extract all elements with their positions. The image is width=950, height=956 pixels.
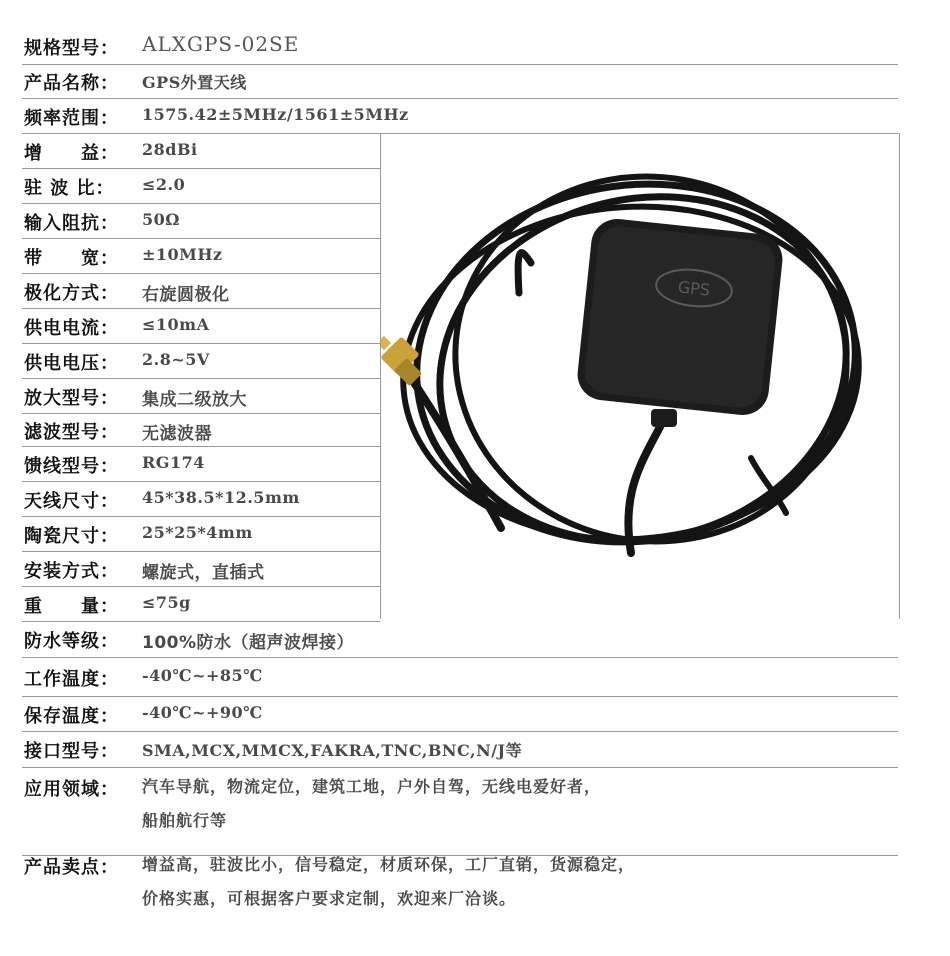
application-line-2: 船舶航行等 [142, 811, 228, 830]
application-label: 应用领域： [24, 779, 119, 800]
spec-label: 驻 波 比： [24, 177, 115, 199]
spec-label: 极化方式： [24, 282, 119, 304]
spec-label: 滤波型号： [24, 421, 119, 443]
spec-label: 防水等级： [24, 631, 119, 652]
spec-value: 2.8~5V [142, 349, 210, 369]
spec-label: 馈线型号： [24, 455, 119, 477]
spec-row [22, 516, 380, 552]
spec-value: 集成二级放大 [142, 389, 247, 410]
selling-points-row [22, 853, 898, 925]
spec-value: ≤10mA [142, 314, 210, 334]
spec-row [22, 481, 380, 517]
spec-value: 螺旋式，直插式 [142, 562, 265, 583]
svg-text:GPS: GPS [676, 277, 711, 300]
spec-value: SMA,MCX,MMCX,FAKRA,TNC,BNC,N/J等 [142, 741, 523, 760]
spec-row [22, 168, 380, 204]
spec-value: 无滤波器 [142, 423, 212, 444]
spec-label: 带 宽： [24, 247, 119, 269]
spec-value: GPS外置天线 [142, 72, 247, 92]
spec-label: 安装方式： [24, 560, 119, 582]
gps-module [575, 216, 785, 427]
spec-row [22, 133, 380, 169]
spec-label: 天线尺寸： [24, 490, 119, 512]
spec-value: 1575.42±5MHz/1561±5MHz [142, 104, 409, 124]
product-photo [380, 133, 900, 619]
spec-row [22, 238, 380, 274]
selling-points-label: 产品卖点： [24, 857, 119, 878]
spec-value: ≤2.0 [142, 174, 186, 194]
application-line-1: 汽车导航，物流定位，建筑工地，户外自驾，无线电爱好者， [142, 777, 602, 796]
spec-label: 工作温度： [24, 668, 119, 690]
spec-label: 放大型号： [24, 387, 119, 409]
spec-row [22, 63, 898, 99]
spec-label: 保存温度： [24, 705, 119, 727]
spec-row [22, 28, 898, 65]
spec-label: 供电电流： [24, 317, 119, 339]
spec-label: 重 量： [24, 595, 119, 617]
spec-label: 频率范围： [24, 107, 119, 129]
spec-row [22, 343, 380, 379]
spec-row [22, 273, 380, 309]
spec-value: -40℃~+90℃ [142, 702, 263, 722]
spec-value: ≤75g [142, 592, 191, 612]
spec-row [22, 551, 380, 587]
spec-value: -40℃~+85℃ [142, 665, 263, 685]
selling-points-line-2: 价格实惠，可根据客户要求定制，欢迎来厂洽谈。 [142, 889, 517, 908]
spec-row [22, 98, 898, 134]
spec-row [22, 696, 898, 732]
spec-row [22, 413, 380, 447]
spec-value: 25*25*4mm [142, 522, 253, 542]
spec-row [22, 621, 898, 658]
spec-label: 产品名称： [24, 72, 119, 94]
spec-row [22, 378, 380, 414]
application-row [22, 767, 898, 856]
gps-antenna-image [381, 133, 899, 619]
spec-row [22, 657, 898, 697]
spec-value: ±10MHz [142, 244, 223, 264]
spec-row [22, 446, 380, 482]
spec-label: 陶瓷尺寸： [24, 525, 119, 547]
spec-value: 右旋圆极化 [142, 284, 230, 305]
spec-label: 增 益： [24, 142, 119, 164]
spec-row [22, 586, 380, 622]
spec-value: 50Ω [142, 209, 181, 229]
model-number-value: ALXGPS-02SE [142, 32, 300, 56]
spec-row [22, 203, 380, 239]
spec-value: 45*38.5*12.5mm [142, 487, 300, 507]
spec-value: RG174 [142, 452, 205, 472]
selling-points-text [142, 848, 635, 916]
spec-label: 供电电压： [24, 352, 119, 374]
spec-row [22, 308, 380, 344]
spec-value: 28dBi [142, 139, 198, 159]
application-text [142, 770, 601, 838]
spec-label: 输入阻抗： [24, 212, 119, 234]
spec-label: 接口型号： [24, 741, 119, 762]
selling-points-line-1: 增益高，驻波比小，信号稳定，材质环保，工厂直销，货源稳定， [142, 855, 636, 874]
spec-value: 100%防水（超声波焊接） [142, 633, 355, 653]
spec-label: 规格型号： [24, 38, 119, 59]
spec-row [22, 731, 898, 768]
